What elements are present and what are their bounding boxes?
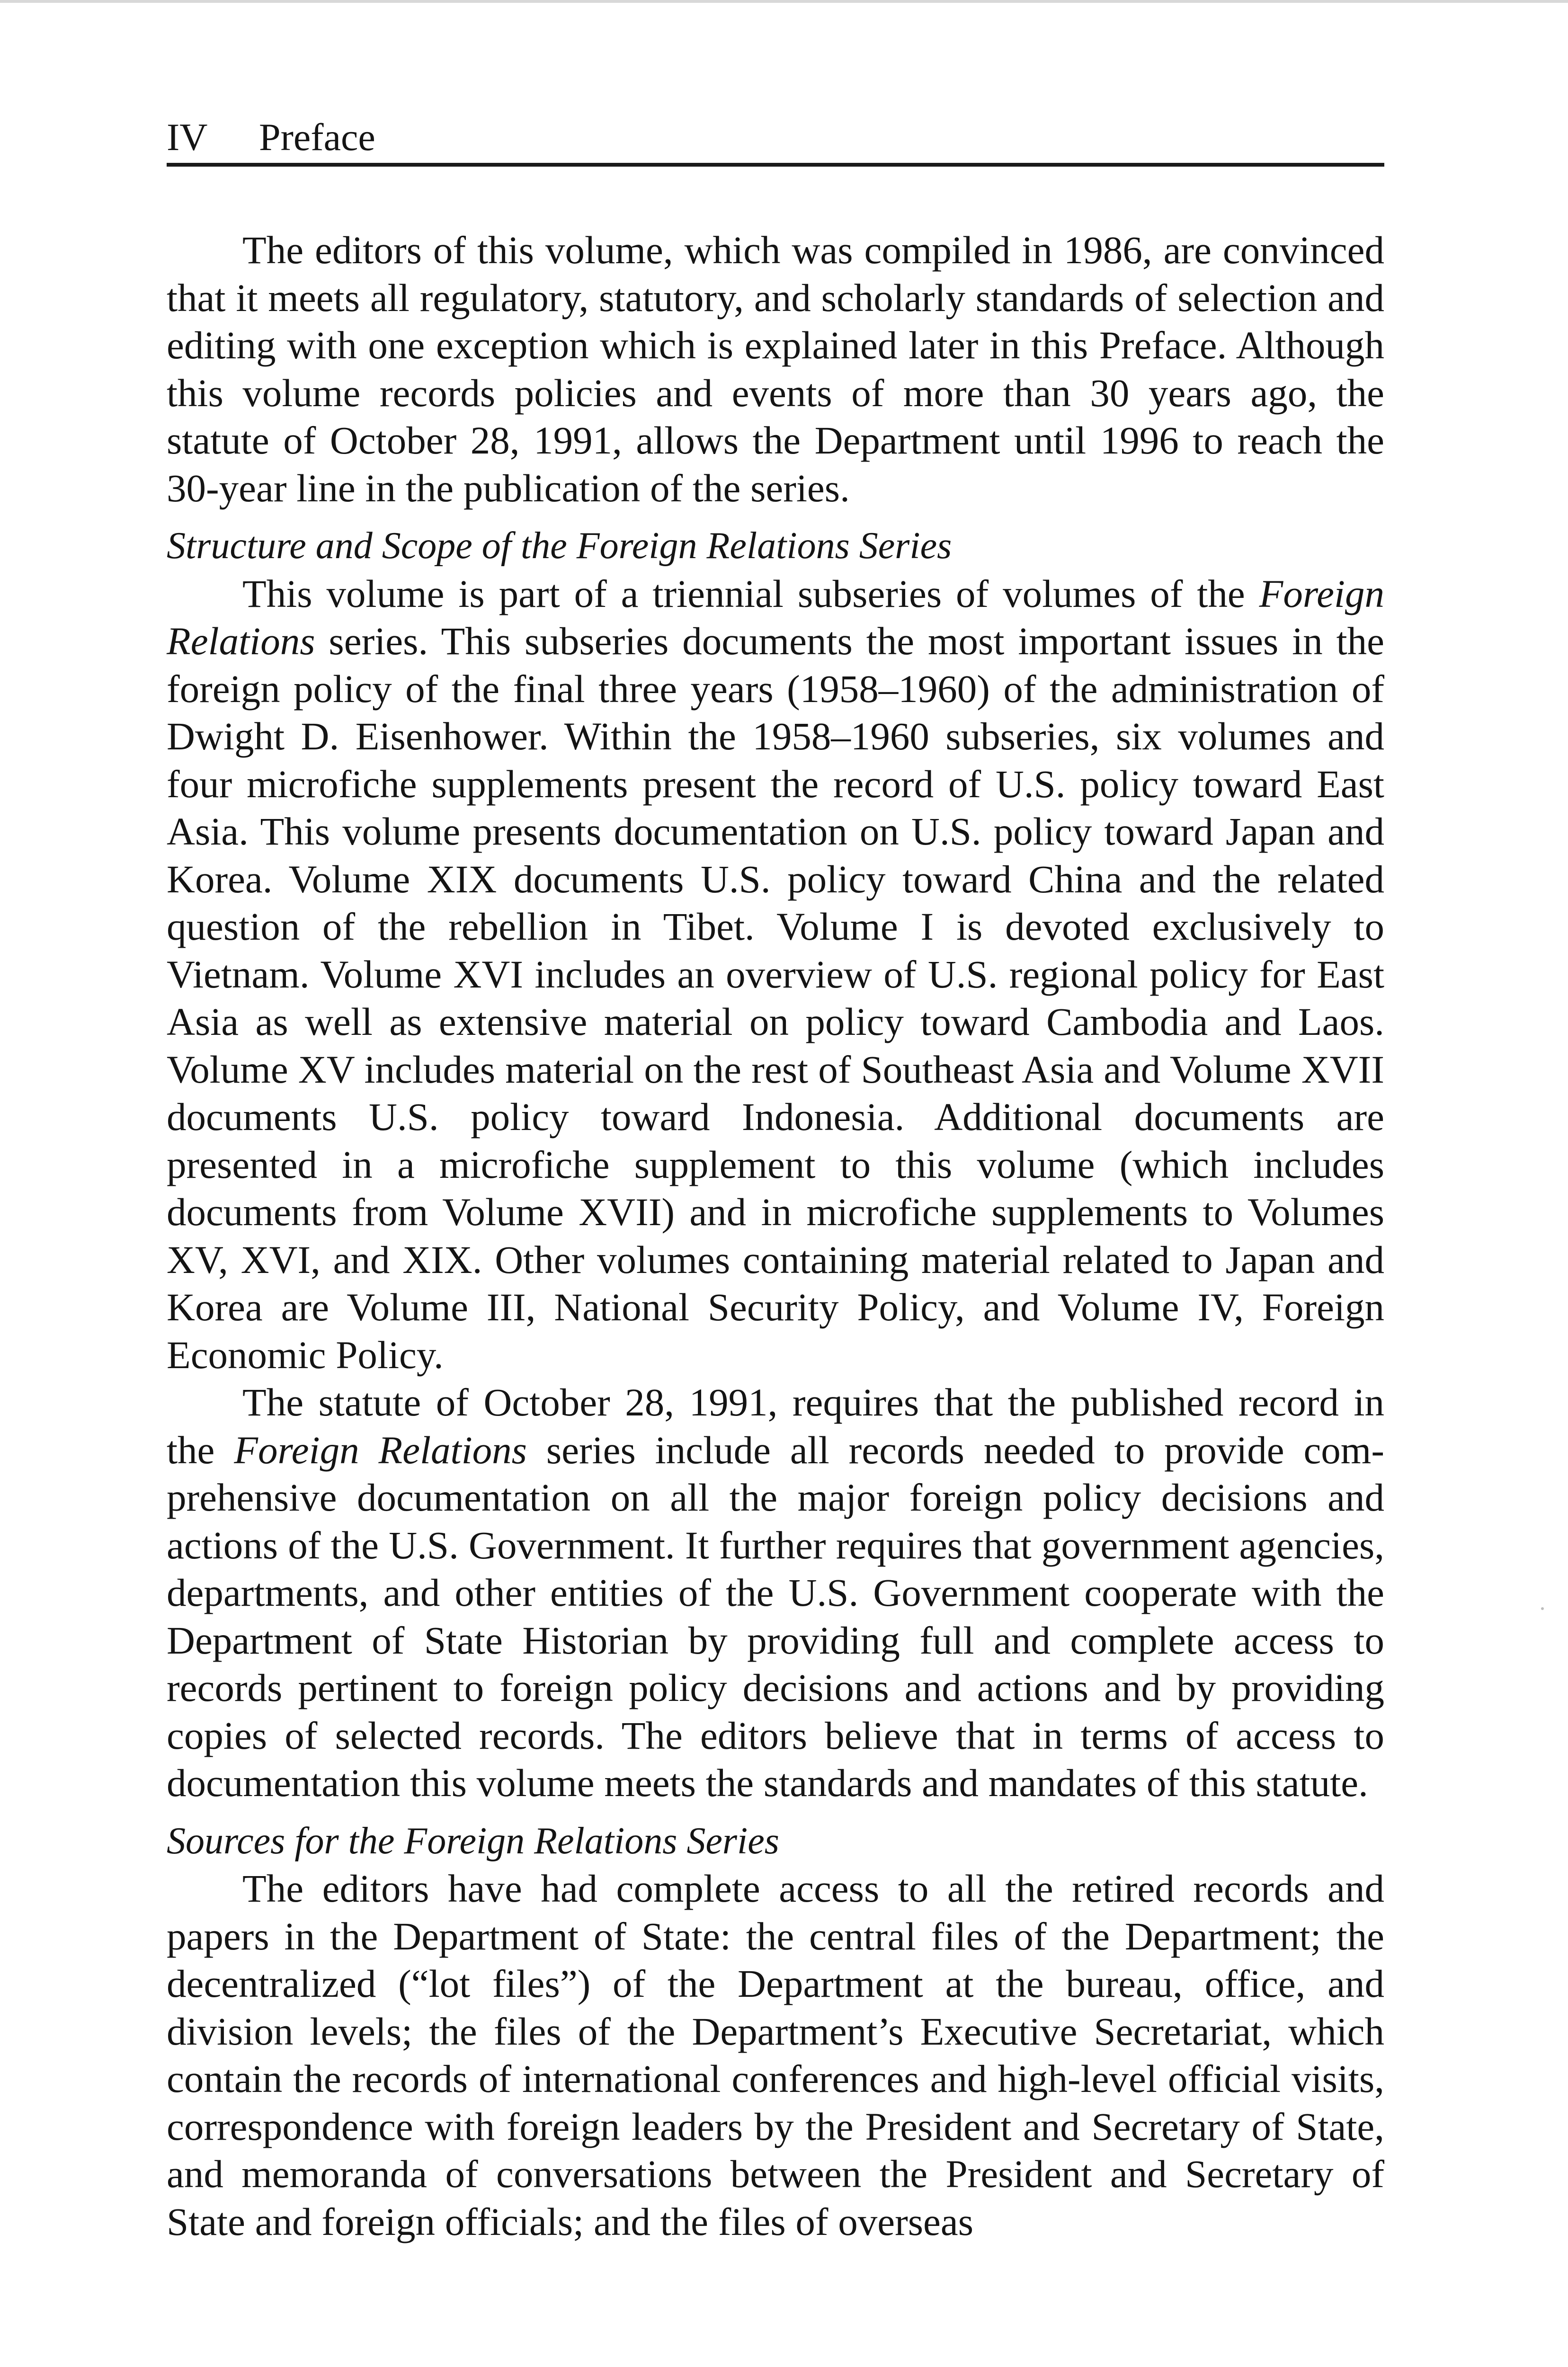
paragraph-statute	[167, 1379, 1384, 1807]
paragraph-sources: The editors have had complete access to all the retired records and papers in the Department of State: the central files of the Department; the decentralized (“lot files”) of the Department at the bureau, office, and division levels; the files of the Department’s Executive Secretariat, which contain the records of international conferences and high-level official visits, correspondence with foreign leaders by the President and Secretary of State, and memoranda of conversations between the President and Secretary of State and foreign officials; and the files of overseas	[167, 1867, 1384, 2243]
section-heading-sources: Sources for the Foreign Relations Series	[167, 1820, 779, 1862]
page-top-edge	[0, 0, 1568, 3]
paragraph-editors-statement: The editors of this volume, which was compiled in 1986, are convinced that it meets all regulatory, statutory, and scholarly standards of selection and editing with one exception which is explained later in this Preface. Although this volume records policies and events of more than 30 years ago, the statute of October 28, 1991, allows the Department until 1996 to reach the 30-year line in the publication of the series.	[167, 228, 1384, 510]
italic-series-title: Foreign Relations	[167, 571, 1384, 663]
running-head-title: Preface	[259, 116, 375, 159]
paragraph-text: The statute of October 28, 1991, requires that the published record in the	[167, 1380, 1384, 1472]
section-heading-structure-scope: Structure and Scope of the Foreign Relations Series	[167, 525, 952, 567]
paragraph-text: series. This subseries documents the most important issues in the foreign policy of the final three years (1958–1960) of the administration of Dwight D. Eisenhower. Within the 1958–1960 subseries, six volumes and four microfiche supplements present the record of U.S. policy toward East Asia. This volume presents documentation on U.S. policy toward Japan and Korea. Volume XIX documents U.S. policy toward China and the related question of the rebellion in Tibet. Volume I is devoted exclusively to Vietnam. Volume XVI includes an overview of U.S. regional policy for East Asia as well as extensive material on policy toward Cambodia and Laos. Volume XV includes material on the rest of Southeast Asia and Volume XVII documents U.S. policy toward Indonesia. Additional documents are presented in a microfiche supplement to this volume (which includes documents from Volume XVII) and in microfiche supplements to Volumes XV, XVI, and XIX. Other volumes containing material related to Japan and Korea are Volume III, National Security Policy, and Volume IV, Foreign Economic Policy.	[167, 619, 1384, 1377]
italic-series-title: Foreign Relations	[234, 1428, 527, 1472]
body-text	[167, 226, 1384, 2245]
scan-speck	[1541, 1607, 1544, 1610]
paragraph-subseries	[167, 570, 1384, 1379]
paragraph-text: This volume is part of a triennial subseries of volumes of the	[242, 571, 1259, 615]
page-number: IV	[167, 116, 208, 159]
paragraph-text: series include all records needed to provide comprehensive documentation on all the major foreign policy decisions and actions of the U.S. Government. It further requires that government agencies, departments, and other entities of the U.S. Government cooperate with the Department of State Historian by providing full and complete access to records pertinent to foreign policy decisions and actions and by providing copies of selected records. The editors believe that in terms of access to documentation this volume meets the standards and mandates of this statute.	[167, 1428, 1384, 1805]
running-head	[167, 112, 1384, 167]
